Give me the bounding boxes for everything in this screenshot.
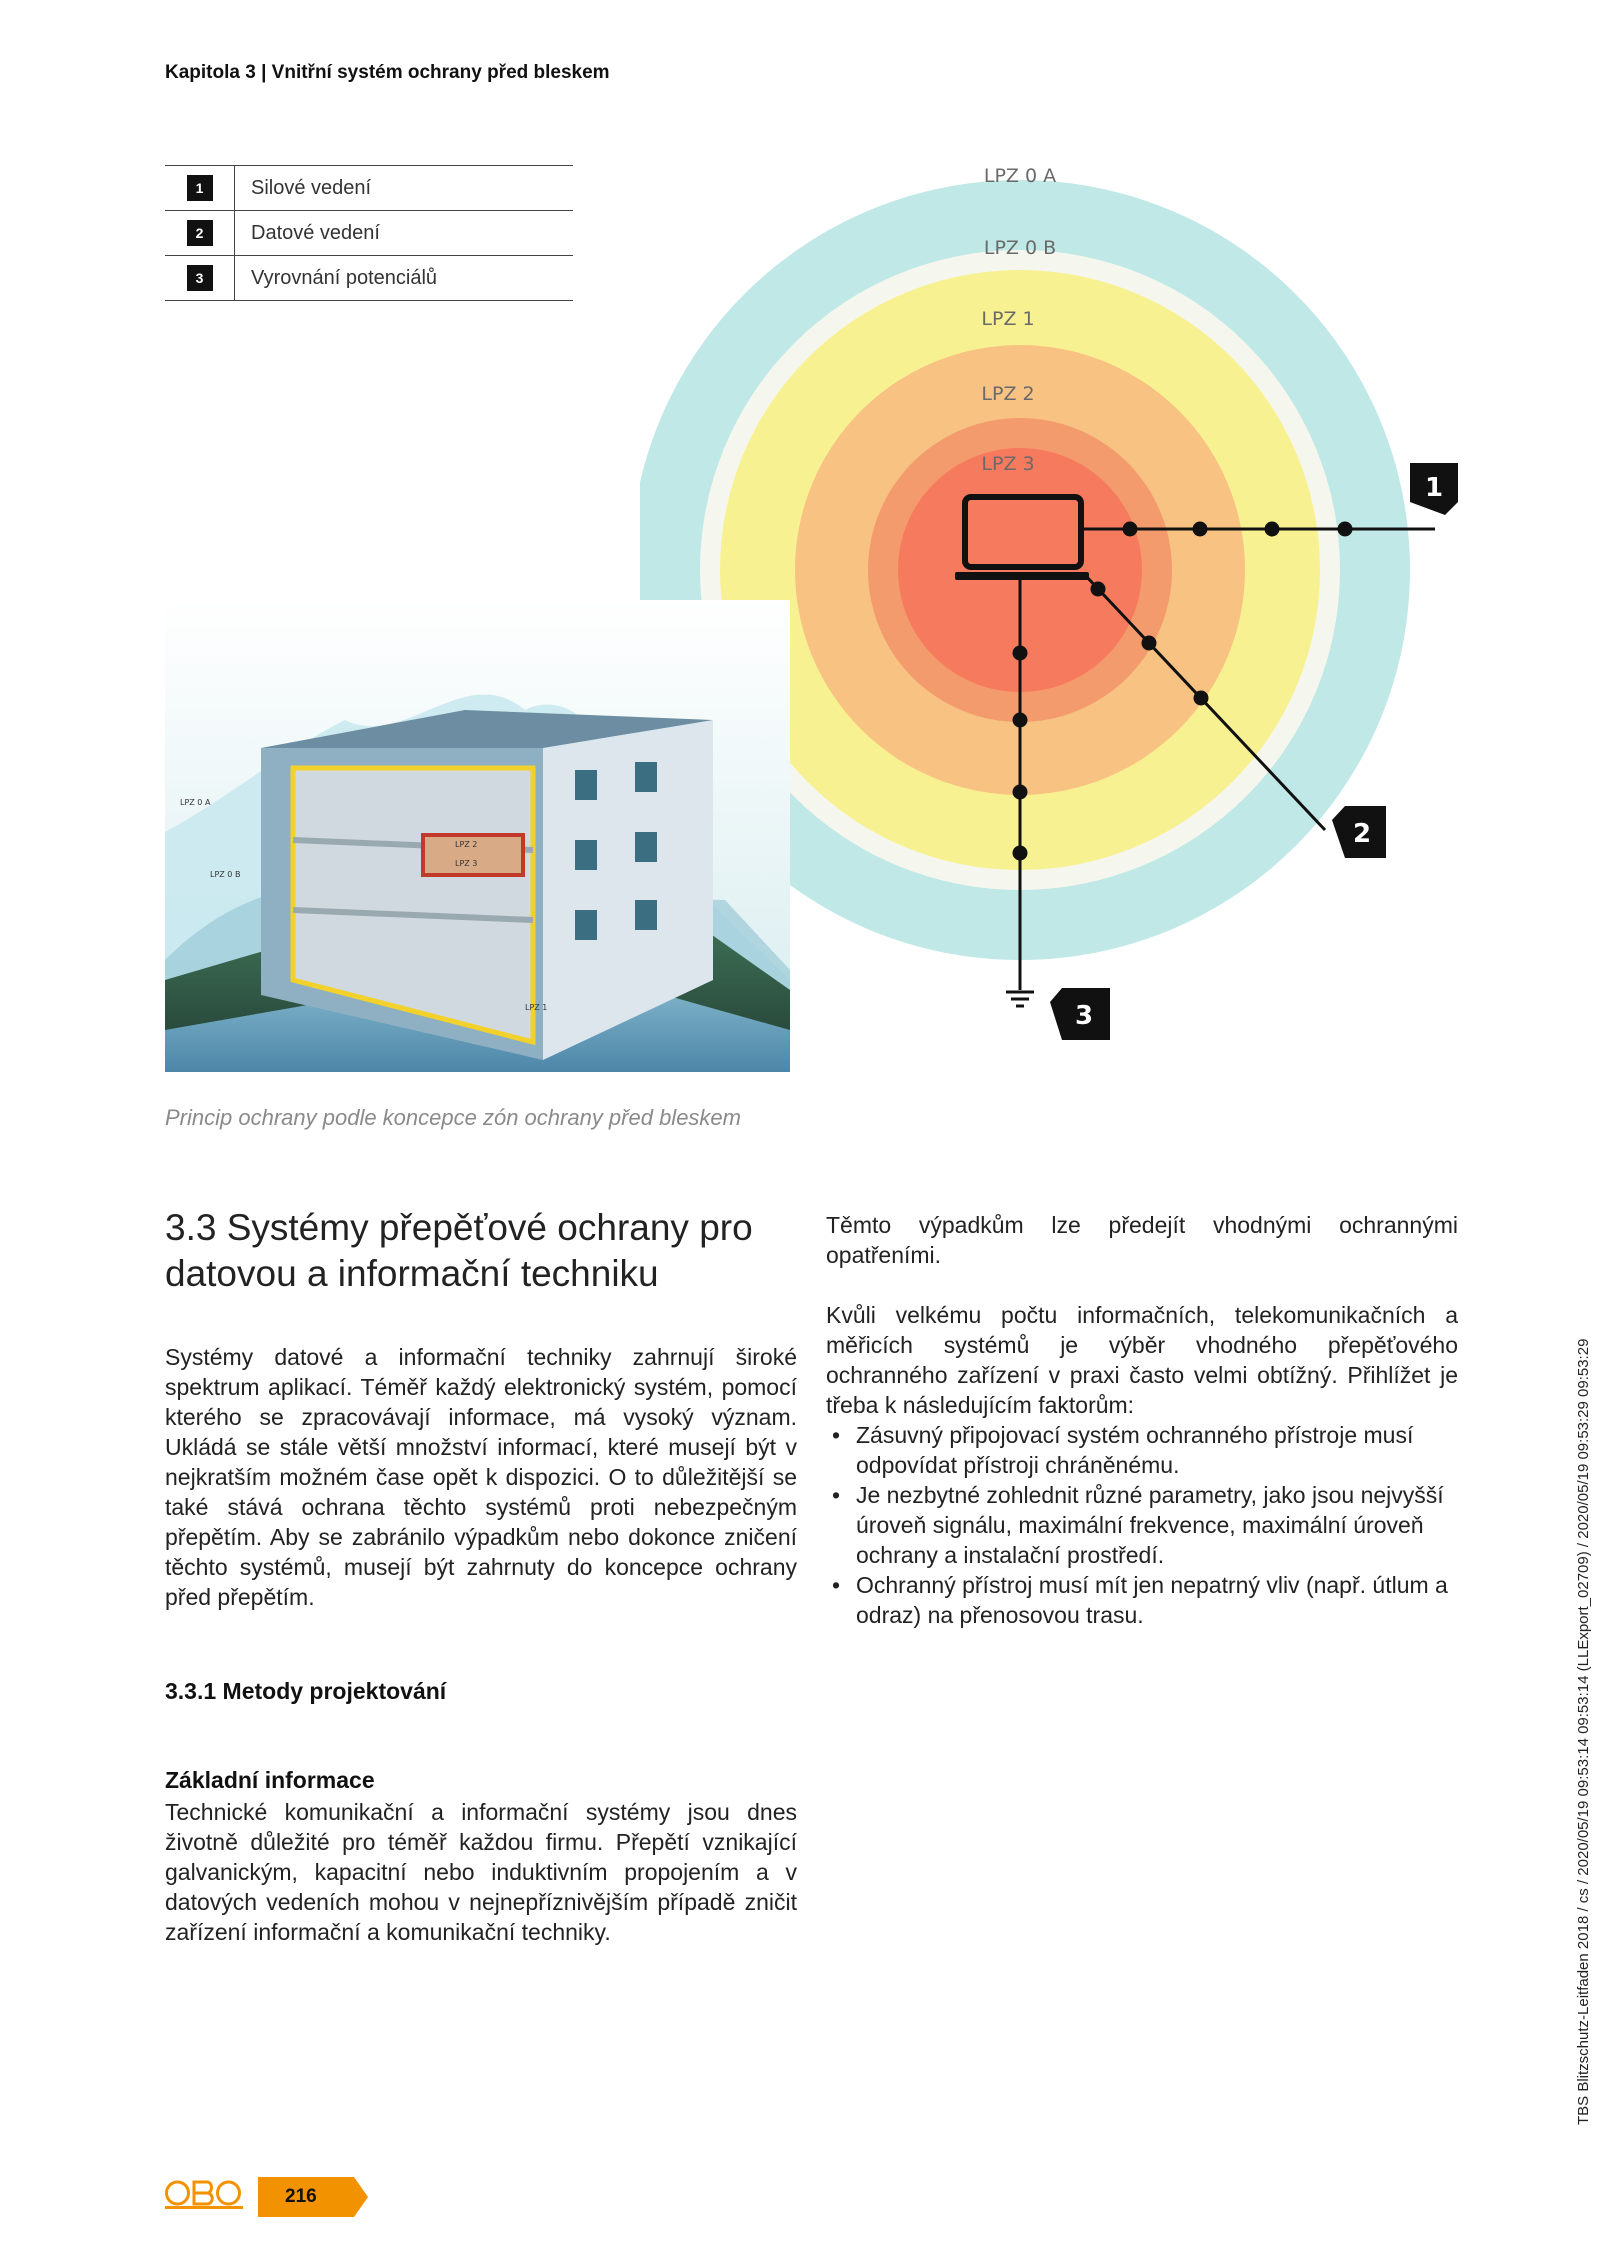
building-label-lpz0b: LPZ 0 B xyxy=(210,870,241,879)
legend-row xyxy=(165,210,573,255)
sidebar-export-info: TBS Blitzschutz-Leitfaden 2018 / cs / 2020/05/19 09:53:14 09:53:14 (LLExport_02709) / 2020/05/19 09:53:29 09:53:29 xyxy=(1575,1338,1592,2125)
section-title xyxy=(165,1205,805,1297)
marker-2-label: 2 xyxy=(1352,819,1372,849)
factor-list xyxy=(826,1420,1458,1630)
marker-3-icon xyxy=(1050,988,1110,1040)
building-label-lpz2: LPZ 2 xyxy=(455,840,478,849)
chapter-header: Kapitola 3 | Vnitřní systém ochrany před bleskem xyxy=(165,62,610,83)
building-label-lpz1: LPZ 1 xyxy=(525,1003,548,1012)
section-title-line: datovou a informační techniku xyxy=(165,1253,659,1294)
figure-caption: Princip ochrany podle koncepce zón ochrany před bleskem xyxy=(165,1105,741,1130)
zone-label-lpz0b: LPZ 0 B xyxy=(983,237,1057,259)
legend-number-badge: 3 xyxy=(187,265,213,291)
marker-3-label: 3 xyxy=(1074,1001,1094,1031)
zone-label-lpz0a: LPZ 0 A xyxy=(983,165,1057,187)
obo-logo-icon xyxy=(165,2178,243,2210)
legend-label: Vyrovnání potenciálů xyxy=(251,266,438,289)
legend-label: Silové vedení xyxy=(251,176,372,199)
building-label-lpz0a: LPZ 0 A xyxy=(180,798,211,807)
obo-logo xyxy=(165,2178,243,2208)
right-paragraph-2: Kvůli velkému počtu informačních, telekomunikačních a měřicích systémů je výběr vhodného přepěťového ochranného zařízení v praxi často velmi obtížný. Přihlížet je třeba k následujícím faktorům: xyxy=(826,1302,1458,1418)
subsection-title: 3.3.1 Metody projektování xyxy=(165,1678,447,1704)
marker-2-icon xyxy=(1332,806,1386,858)
legend-table xyxy=(165,165,573,301)
right-paragraph-1: Těmto výpadkům lze předejít vhodnými ochrannými opatřeními. xyxy=(826,1212,1458,1268)
marker-1-label: 1 xyxy=(1424,473,1444,503)
zone-label-lpz3: LPZ 3 xyxy=(981,453,1035,475)
intro-paragraph: Systémy datové a informační techniky zahrnují široké spektrum aplikací. Téměř každý elektronický systém, pomocí kterého se zpracovávají informace, má vysoký význam. Ukládá se stále větší množství informací, které musejí být v nejkratším možném čase opět k dispozici. O to důležitější se také stává ochrana těchto systémů proti nebezpečným přepětím. Aby se zabránilo výpadkům nebo dokonce zničení těchto systémů, musejí být zahrnuty do koncepce ochrany před přepětím. xyxy=(165,1344,797,1610)
legend-row xyxy=(165,255,573,301)
list-item: • Ochranný přístroj musí mít jen nepatrný vliv (např. útlum a odraz) na přenosovou trasu. xyxy=(826,1570,1458,1630)
building-label-lpz3: LPZ 3 xyxy=(455,859,478,868)
zone-label-lpz2: LPZ 2 xyxy=(981,383,1035,405)
list-item: • Je nezbytné zohlednit různé parametry, jako jsou nejvyšší úroveň signálu, maximální frekvence, maximální úroveň ochrany a instalační prostředí. xyxy=(826,1480,1458,1570)
basic-info-heading: Základní informace xyxy=(165,1767,375,1793)
legend-number-badge: 1 xyxy=(187,175,213,201)
building-lpz-illustration xyxy=(165,600,790,1072)
basic-info-paragraph: Technické komunikační a informační systémy jsou dnes životně důležité pro téměř každou firmu. Přepětí vznikající galvanickým, kapacitní nebo induktivním propojením a v datových vedeních mohou v nejnepříznivějším případě zničit zařízení informační a komunikační techniky. xyxy=(165,1799,797,1945)
zone-label-lpz1: LPZ 1 xyxy=(981,308,1035,330)
section-title-line: 3.3 Systémy přepěťové ochrany pro xyxy=(165,1207,753,1248)
legend-number-badge: 2 xyxy=(187,220,213,246)
legend-label: Datové vedení xyxy=(251,221,380,244)
list-item: • Zásuvný připojovací systém ochranného přístroje musí odpovídat přístroji chráněnému. xyxy=(826,1420,1458,1480)
ground-icon xyxy=(1006,992,1034,1006)
legend-row xyxy=(165,165,573,210)
marker-1-icon xyxy=(1410,463,1458,515)
page-number: 216 xyxy=(285,2186,317,2207)
